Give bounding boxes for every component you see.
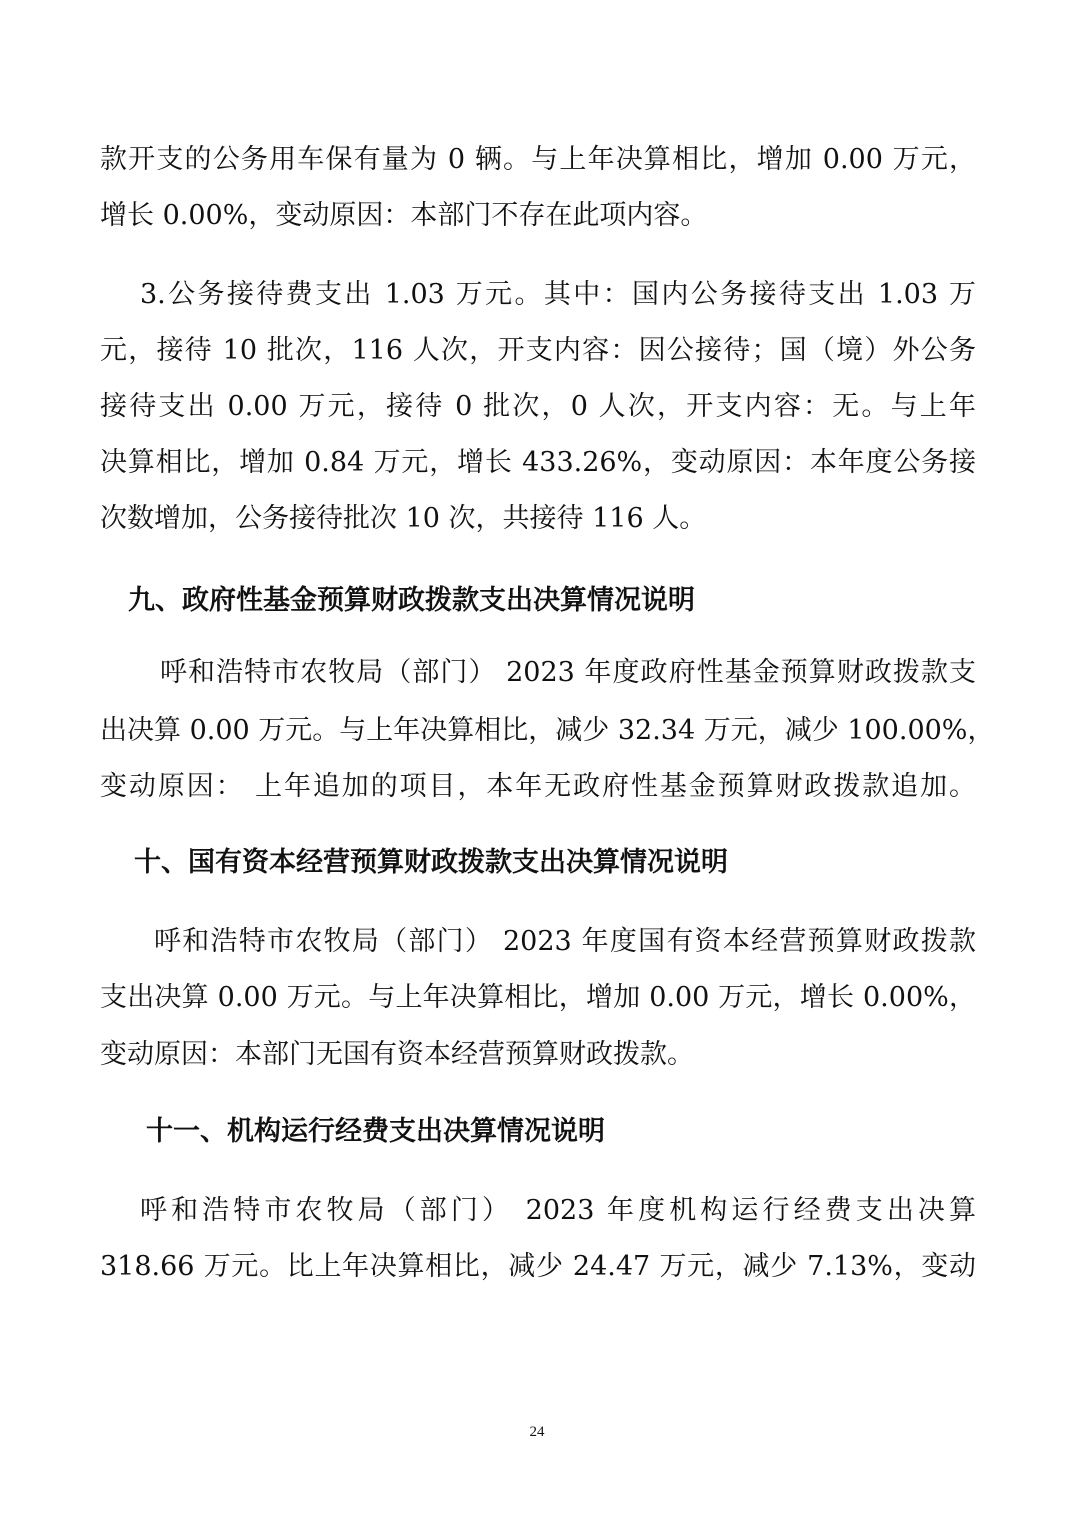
paragraph-line: 增长 0.00%，变动原因：本部门不存在此项内容。 — [100, 200, 708, 231]
paragraph-line: 元，接待 10 批次，116 人次，开支内容：因公接待；国（境）外公务 — [100, 335, 976, 366]
paragraph-line: 呼和浩特市农牧局（部门） 2023 年度政府性基金预算财政拨款支 — [160, 657, 976, 688]
paragraph-line: 接待支出 0.00 万元，接待 0 批次，0 人次，开支内容：无。与上年 — [100, 391, 976, 422]
paragraph-line: 318.66 万元。比上年决算相比，减少 24.47 万元，减少 7.13%，变动 — [100, 1251, 976, 1282]
paragraph-line: 决算相比，增加 0.84 万元，增长 433.26%，变动原因：本年度公务接 — [100, 447, 976, 478]
section-heading: 九、政府性基金预算财政拨款支出决算情况说明 — [128, 585, 695, 616]
paragraph-line: 3.公务接待费支出 1.03 万元。其中：国内公务接待支出 1.03 万 — [140, 279, 976, 310]
paragraph-line: 款开支的公务用车保有量为 0 辆。与上年决算相比，增加 0.00 万元， — [100, 144, 976, 175]
paragraph-line: 支出决算 0.00 万元。与上年决算相比，增加 0.00 万元，增长 0.00%， — [100, 982, 976, 1013]
paragraph-line: 次数增加，公务接待批次 10 次，共接待 116 人。 — [100, 503, 707, 534]
section-heading: 十一、机构运行经费支出决算情况说明 — [146, 1116, 605, 1147]
paragraph-line: 变动原因：本部门无国有资本经营预算财政拨款。 — [100, 1039, 694, 1070]
paragraph-line: 出决算 0.00 万元。与上年决算相比，减少 32.34 万元，减少 100.00%， — [100, 715, 995, 746]
section-heading: 十、国有资本经营预算财政拨款支出决算情况说明 — [134, 847, 728, 878]
page-number: 24 — [529, 1424, 545, 1440]
paragraph-line: 呼和浩特市农牧局（部门） 2023 年度国有资本经营预算财政拨款 — [154, 926, 976, 957]
paragraph-line: 变动原因： 上年追加的项目，本年无政府性基金预算财政拨款追加。 — [100, 771, 976, 802]
paragraph-line: 呼和浩特市农牧局（部门） 2023 年度机构运行经费支出决算 — [140, 1195, 976, 1226]
